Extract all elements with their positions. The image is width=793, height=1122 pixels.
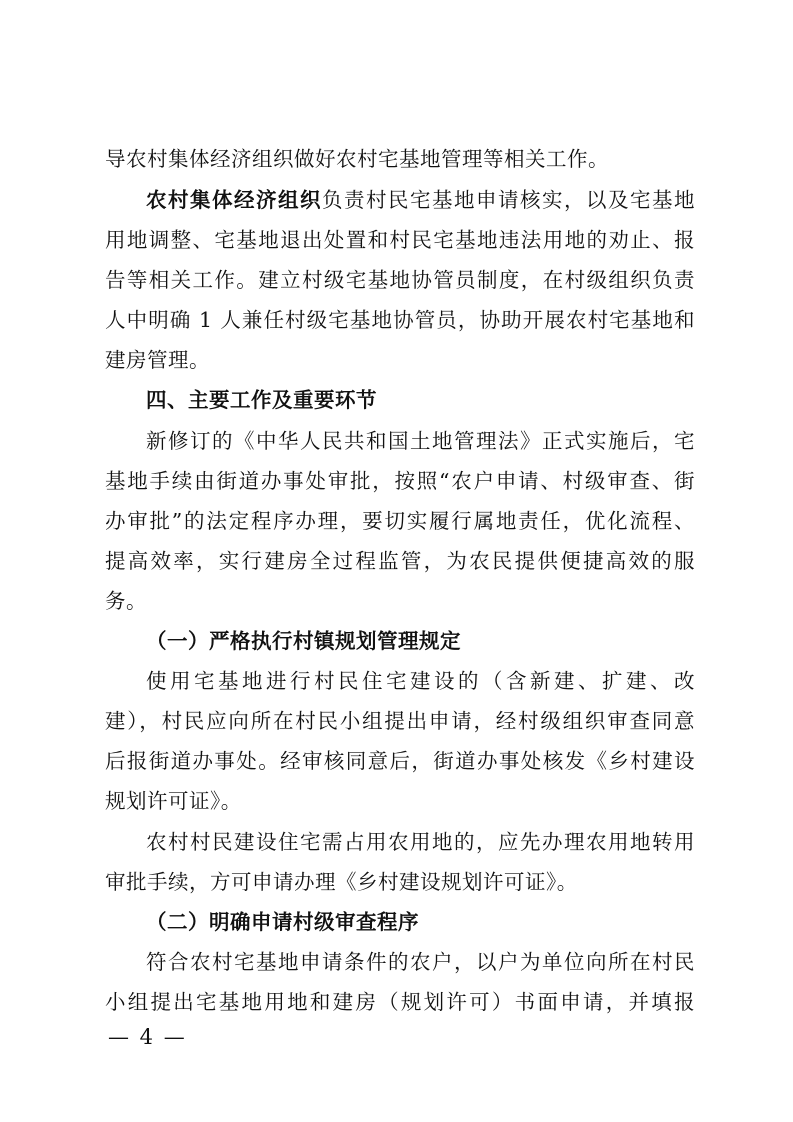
paragraph-line: 建），村民应向所在村民小组提出申请，经村级组织审查同意 — [105, 709, 695, 733]
subsection-heading: （二）明确申请村级审查程序 — [146, 910, 419, 934]
paragraph-line: 审批手续，方可申请办理《乡村建设规划许可证》。 — [105, 870, 578, 894]
subsection-heading: （一）严格执行村镇规划管理规定 — [146, 629, 461, 653]
paragraph-line: 告等相关工作。建立村级宅基地协管员制度，在村级组织负责 — [105, 268, 695, 292]
paragraph-line: 人中明确 1 人兼任村级宅基地协管员，协助开展农村宅基地和 — [105, 308, 695, 332]
paragraph-line: 规划许可证》。 — [105, 789, 242, 813]
paragraph-line: 后报街道办事处。经审核同意后，街道办事处核发《乡村建设 — [105, 749, 695, 773]
paragraph-line: 导农村集体经济组织做好农村宅基地管理等相关工作。 — [105, 147, 609, 171]
page-number: — 4 — — [108, 1025, 187, 1049]
paragraph-line: 务。 — [105, 589, 147, 613]
paragraph-line: 建房管理。 — [105, 348, 210, 372]
paragraph-text: 负责村民宅基地申请核实，以及宅基地 — [322, 188, 695, 212]
paragraph-line: 农村村民建设住宅需占用农用地的，应先办理农用地转用 — [146, 830, 695, 854]
paragraph-line — [146, 180, 695, 220]
paragraph-line: 办审批”的法定程序办理，要切实履行属地责任，优化流程、 — [105, 509, 695, 533]
paragraph-line: 符合农村宅基地申请条件的农户，以户为单位向所在村民 — [146, 950, 695, 974]
paragraph-line: 基地手续由街道办事处审批，按照“农户申请、村级审查、街 — [105, 469, 695, 493]
section-heading: 四、主要工作及重要环节 — [146, 388, 377, 412]
paragraph-line: 小组提出宅基地用地和建房（规划许可）书面申请，并填报 — [105, 990, 695, 1014]
paragraph-line: 新修订的《中华人民共和国土地管理法》正式实施后，宅 — [146, 429, 695, 453]
paragraph-line: 使用宅基地进行村民住宅建设的（含新建、扩建、改 — [146, 669, 695, 693]
paragraph-line: 提高效率，实行建房全过程监管，为农民提供便捷高效的服 — [105, 549, 695, 573]
bold-lead-term: 农村集体经济组织 — [146, 188, 322, 212]
paragraph-line: 用地调整、宅基地退出处置和村民宅基地违法用地的劝止、报 — [105, 228, 695, 252]
